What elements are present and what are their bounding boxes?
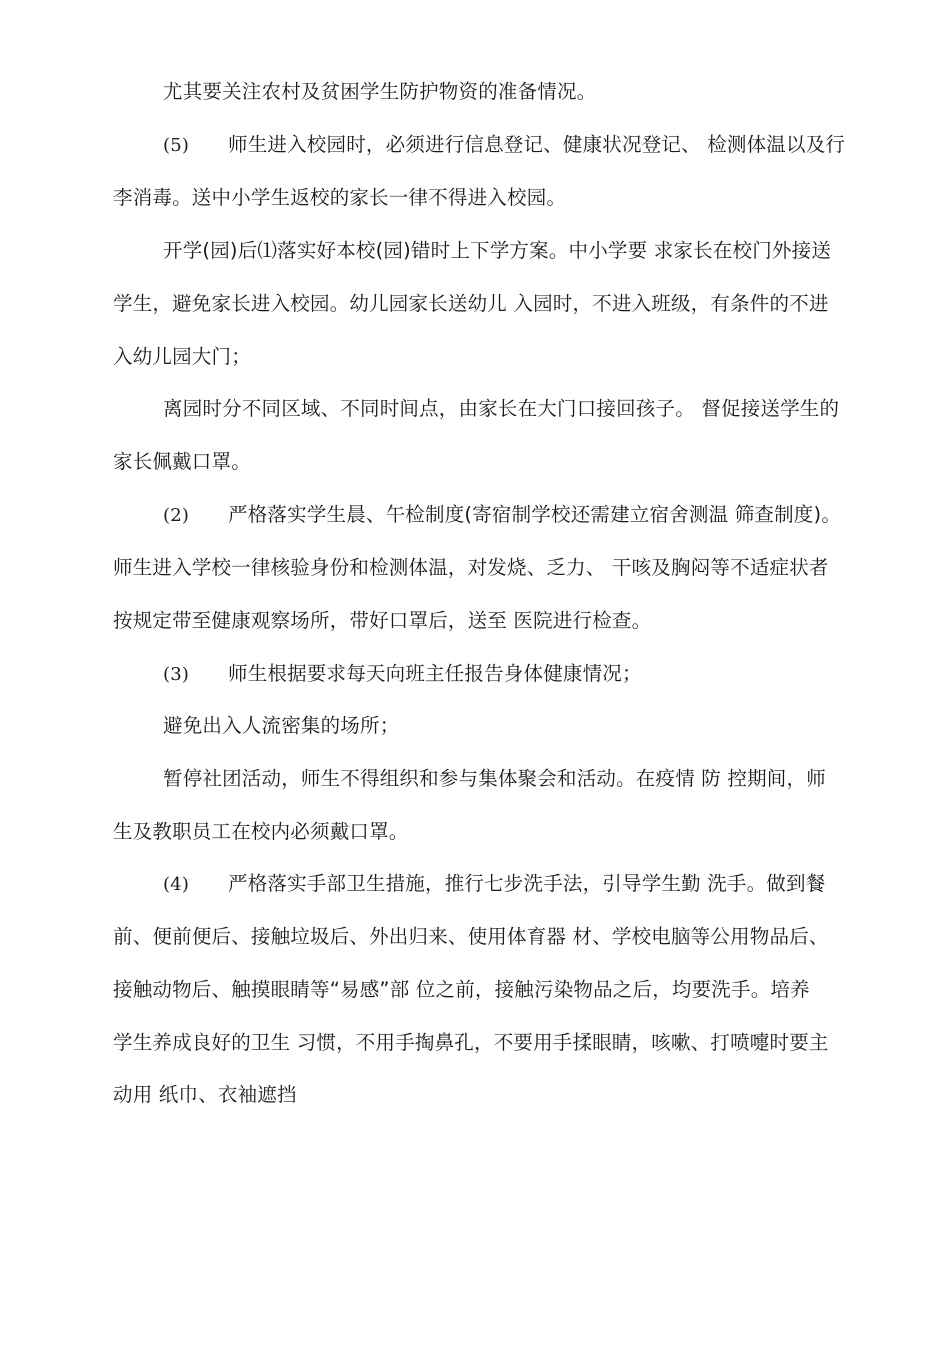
text-line	[0, 606, 950, 636]
text-line	[0, 922, 950, 952]
text-line	[0, 659, 950, 690]
text-line	[0, 130, 950, 161]
line-text: 学生，避免家长进入校园。幼儿园家长送幼儿 入园时，不进入班级，有条件的不进	[113, 292, 829, 315]
line-text: 师生进入学校一律核验身份和检测体温，对发烧、乏力、 干咳及胸闷等不适症状者	[113, 556, 829, 579]
text-line	[0, 553, 950, 583]
line-text: 生及教职员工在校内必须戴口罩。	[113, 820, 409, 843]
line-text: 接触动物后、触摸眼睛等“易感”部 位之前，接触污染物品之后，均要洗手。培养	[113, 978, 810, 1001]
line-text: 避免出入人流密集的场所；	[163, 714, 400, 737]
line-text: 前、便前便后、接触垃圾后、外出归来、使用体育器 材、学校电脑等公用物品后、	[113, 925, 829, 948]
text-line	[0, 764, 950, 794]
text-line	[0, 183, 950, 213]
text-line	[0, 447, 950, 477]
text-line	[0, 1028, 950, 1058]
list-number: (2)	[163, 505, 190, 526]
text-line	[0, 711, 950, 741]
list-number: (3)	[163, 664, 190, 685]
line-text: 开学(园)后⑴落实好本校(园)错时上下学方案。中小学要 求家长在校门外接送	[163, 239, 832, 262]
line-text: 离园时分不同区域、不同时间点，由家长在大门口接回孩子。 督促接送学生的	[163, 397, 840, 420]
text-line	[0, 500, 950, 531]
line-text: 尤其要关注农村及贫困学生防护物资的准备情况。	[163, 80, 597, 103]
line-text: 暂停社团活动，师生不得组织和参与集体聚会和活动。在疫情 防 控期间，师	[163, 767, 826, 790]
text-line	[0, 1080, 950, 1110]
text-line	[0, 869, 950, 900]
text-line	[0, 236, 950, 266]
line-text: 动用 纸巾、衣袖遮挡	[113, 1083, 297, 1106]
line-text: 严格落实手部卫生措施，推行七步洗手法，引导学生勤 洗手。做到餐	[228, 872, 826, 895]
line-text: 学生养成良好的卫生 习惯，不用手掏鼻孔，不要用手揉眼睛，咳嗽、打喷嚏时要主	[113, 1031, 829, 1054]
line-text: 按规定带至健康观察场所，带好口罩后，送至 医院进行检查。	[113, 609, 652, 632]
text-line	[0, 394, 950, 424]
text-line	[0, 77, 950, 107]
line-text: 严格落实学生晨、午检制度(寄宿制学校还需建立宿舍测温 筛查制度)。	[228, 503, 842, 526]
list-number: (5)	[163, 135, 190, 156]
text-line	[0, 975, 950, 1005]
text-line	[0, 289, 950, 319]
text-line	[0, 817, 950, 847]
line-text: 家长佩戴口罩。	[113, 450, 251, 473]
line-text: 师生根据要求每天向班主任报告身体健康情况；	[228, 662, 642, 685]
line-text: 入幼儿园大门；	[113, 345, 251, 368]
text-line	[0, 342, 950, 372]
list-number: (4)	[163, 874, 190, 895]
line-text: 师生进入校园时，必须进行信息登记、健康状况登记、 检测体温以及行	[228, 133, 846, 156]
line-text: 李消毒。送中小学生返校的家长一律不得进入校园。	[113, 186, 567, 209]
